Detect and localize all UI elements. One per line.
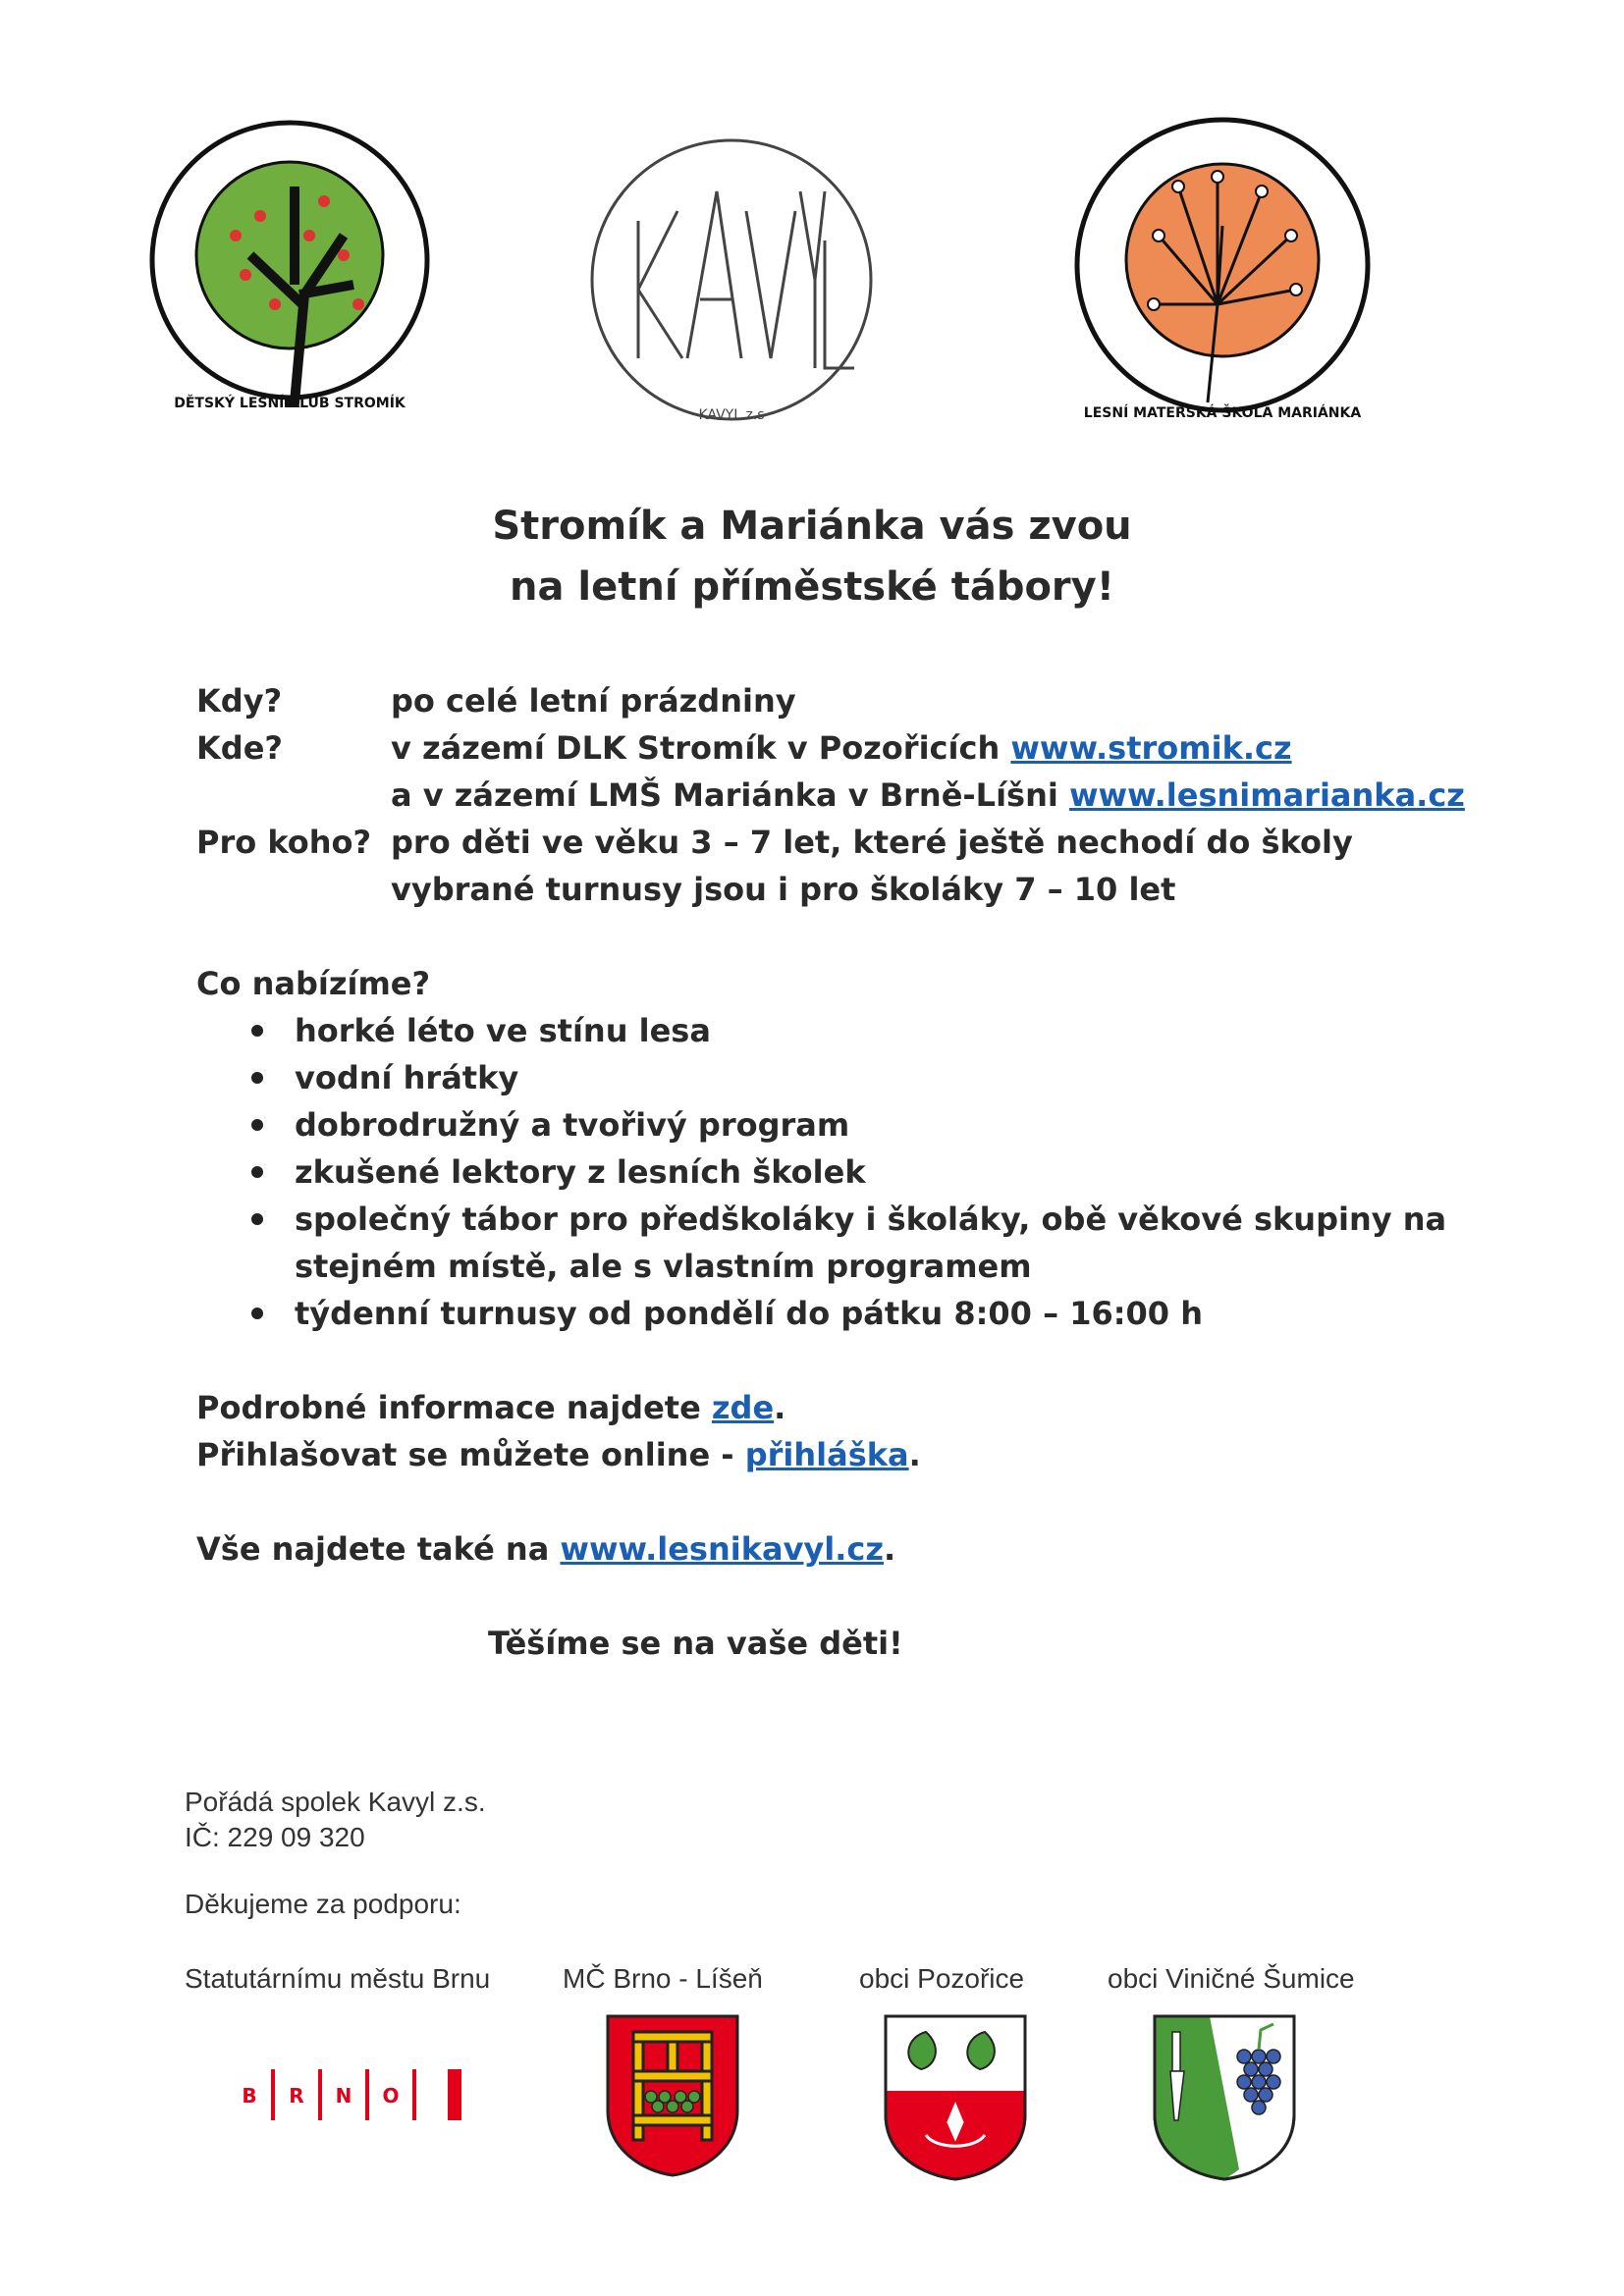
title-line-2: na letní příměstské tábory! [510,564,1114,610]
vinicne-sumice-coat-of-arms [1151,2012,1298,2181]
pozorice-coat-of-arms [882,2012,1029,2181]
marianka-link[interactable]: www.lesnimarianka.cz [1068,776,1465,814]
kavyl-link[interactable]: www.lesnikavyl.cz [560,1530,884,1568]
list-item: vodní hrátky [236,1054,1512,1101]
signup-text: Přihlašovat se můžete online - [196,1436,745,1473]
who-line-2: vybrané turnusy jsou i pro školáky 7 – 10 let [391,871,1176,908]
closing-text: Těšíme se na vaše děti! [488,1625,903,1662]
list-item: týdenní turnusy od pondělí do pátku 8:00 – 16:00 h [236,1290,1512,1337]
brno-letter-r: R [289,2084,304,2108]
organizer-text: Pořádá spolek Kavyl z.s. [185,1787,486,1817]
info-line [196,1384,785,1431]
brno-letter-n: N [335,2084,352,2108]
brno-letter-b: B [242,2084,257,2108]
signup-end: . [908,1436,921,1473]
offer-list [236,1007,1512,1337]
who-line-1: pro děti ve věku 3 – 7 let, které ještě nechodí do školy [391,824,1353,861]
info-text: Podrobné informace najdete [196,1389,712,1426]
list-item: zkušené lektory z lesních školek [236,1148,1512,1196]
sponsor-vinicne-sumice: obci Viničné Šumice [1108,1963,1355,1994]
where-line-1 [391,724,1292,772]
stromik-logo-text: DĚTSKÝ LESNÍ KLUB STROMÍK [174,396,406,411]
where-line-2 [391,772,1465,819]
list-item: horké léto ve stínu lesa [236,1007,1512,1054]
list-item: společný tábor pro předškoláky i školáky, obě věkové skupiny na stejném místě, ale s vlastním programem [236,1196,1512,1290]
ic-text: IČ: 229 09 320 [185,1822,365,1852]
thanks-text: Děkujeme za podporu: [185,1889,461,1919]
stromik-link[interactable]: www.stromik.cz [1010,729,1292,767]
invitation-title [0,496,1624,617]
all-end: . [884,1530,896,1568]
title-line-1: Stromík a Mariánka vás zvou [492,504,1132,549]
brno-letter-o: O [382,2084,400,2108]
sponsor-lisen: MČ Brno - Líšeň [563,1963,763,1994]
sponsor-pozorice: obci Pozořice [859,1963,1025,1994]
when-value: po celé letní prázdniny [391,682,796,720]
lisen-coat-of-arms [604,2012,741,2177]
all-line [196,1525,895,1573]
stromik-logo [147,108,432,412]
who-label: Pro koho? [196,824,372,861]
sponsor-brno: Statutárnímu městu Brnu [185,1963,491,1994]
brno-logo [236,2069,461,2120]
kavyl-logo-text: KAVYL z.s [698,407,765,423]
list-item: dobrodružný a tvořivý program [236,1101,1512,1148]
signup-line [196,1431,921,1478]
info-link[interactable]: zde [711,1389,775,1426]
where-label: Kde? [196,729,283,767]
where-text-1: v zázemí DLK Stromík v Pozořicích [391,729,1011,767]
where-text-2: a v zázemí LMŠ Mariánka v Brně-Líšni [391,776,1069,814]
when-label: Kdy? [196,682,283,720]
all-text: Vše najdete také na [196,1530,561,1568]
kavyl-logo [584,133,879,427]
marianka-logo [1060,108,1384,422]
signup-link[interactable]: přihláška [744,1436,909,1473]
marianka-logo-text: LESNÍ MATEŘSKÁ ŠKOLA MARIÁNKA [1083,405,1362,421]
info-end: . [774,1389,786,1426]
offer-heading: Co nabízíme? [196,965,431,1002]
